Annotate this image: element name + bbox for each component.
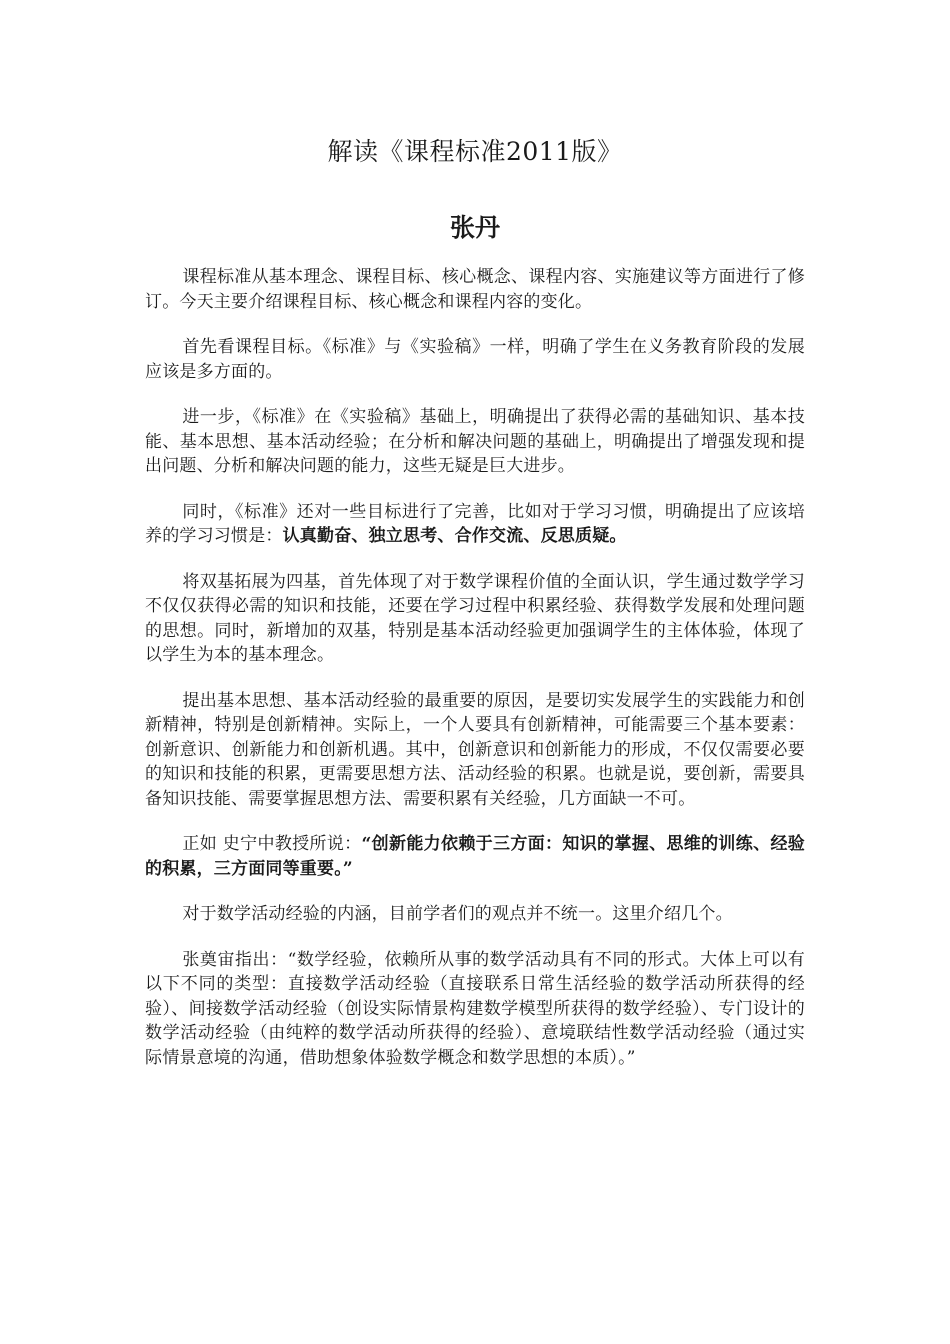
paragraph-text: 首先看课程目标。《标准》与《实验稿》一样，明确了学生在义务教育阶段的发展应该是多方面的。: [145, 337, 805, 382]
paragraph-text: 张奠宙指出：“数学经验，依赖所从事的数学活动具有不同的形式。大体上可以有以下不同的类型：直接数学活动经验（直接联系日常生活经验的数学活动所获得的经验）、间接数学活动经验（创设实际情景构建数学模型所获得的数学经验）、专门设计的数学活动经验（由纯粹的数学活动所获得的经验）、意境联结性数学活动经验（通过实际情景意境的沟通，借助想象体验数学概念和数学思想的本质）。”: [145, 949, 805, 1068]
paragraph-text: 进一步，《标准》在《实验稿》基础上，明确提出了获得必需的基础知识、基本技能、基本思想、基本活动经验；在分析和解决问题的基础上，明确提出了增强发现和提出问题、分析和解决问题的能力，这些无疑是巨大进步。: [145, 407, 805, 476]
paragraph-2: [145, 335, 805, 384]
paragraph-emphasis: 认真勤奋、独立思考、合作交流、反思质疑。: [282, 526, 627, 546]
paragraph-text: 同时，《标准》还对一些目标进行了完善，比如对于学习习惯，明确提出了应该培养的学习习惯是：: [145, 501, 805, 546]
paragraph-7: [145, 832, 805, 881]
paragraph-8: [145, 902, 805, 927]
paragraph-emphasis: “创新能力依赖于三方面：知识的掌握、思维的训练、经验的积累，三方面同等重要。”: [145, 834, 805, 879]
document-author: 张丹: [449, 213, 500, 242]
paragraph-6: [145, 689, 805, 812]
paragraph-text: 正如 史宁中教授所说：: [182, 834, 362, 854]
paragraph-text: 将双基拓展为四基，首先体现了对于数学课程价值的全面认识，学生通过数学学习不仅仅获得必需的知识和技能，还要在学习过程中积累经验、获得数学发展和处理问题的思想。同时，新增加的双基，特别是基本活动经验更加强调学生的主体体验，体现了以学生为本的基本理念。: [145, 571, 805, 665]
paragraph-1: [145, 265, 805, 314]
paragraph-4: [145, 500, 805, 549]
document-title: 解读《课程标准2011版》: [327, 137, 623, 166]
paragraph-text: 提出基本思想、基本活动经验的最重要的原因，是要切实发展学生的实践能力和创新精神，特别是创新精神。实际上，一个人要具有创新精神，可能需要三个基本要素：创新意识、创新能力和创新机遇。其中，创新意识和创新能力的形成，不仅仅需要必要的知识和技能的积累，更需要思想方法、活动经验的积累。也就是说，要创新，需要具备知识技能、需要掌握思想方法、需要积累有关经验，几方面缺一不可。: [145, 690, 805, 809]
paragraph-9: [145, 948, 805, 1071]
paragraph-text: 对于数学活动经验的内涵，目前学者们的观点并不统一。这里介绍几个。: [182, 904, 733, 924]
paragraph-3: [145, 405, 805, 479]
paragraph-5: [145, 570, 805, 668]
paragraph-text: 课程标准从基本理念、课程目标、核心概念、课程内容、实施建议等方面进行了修订。今天主要介绍课程目标、核心概念和课程内容的变化。: [145, 267, 805, 312]
document-body: [145, 265, 805, 1091]
